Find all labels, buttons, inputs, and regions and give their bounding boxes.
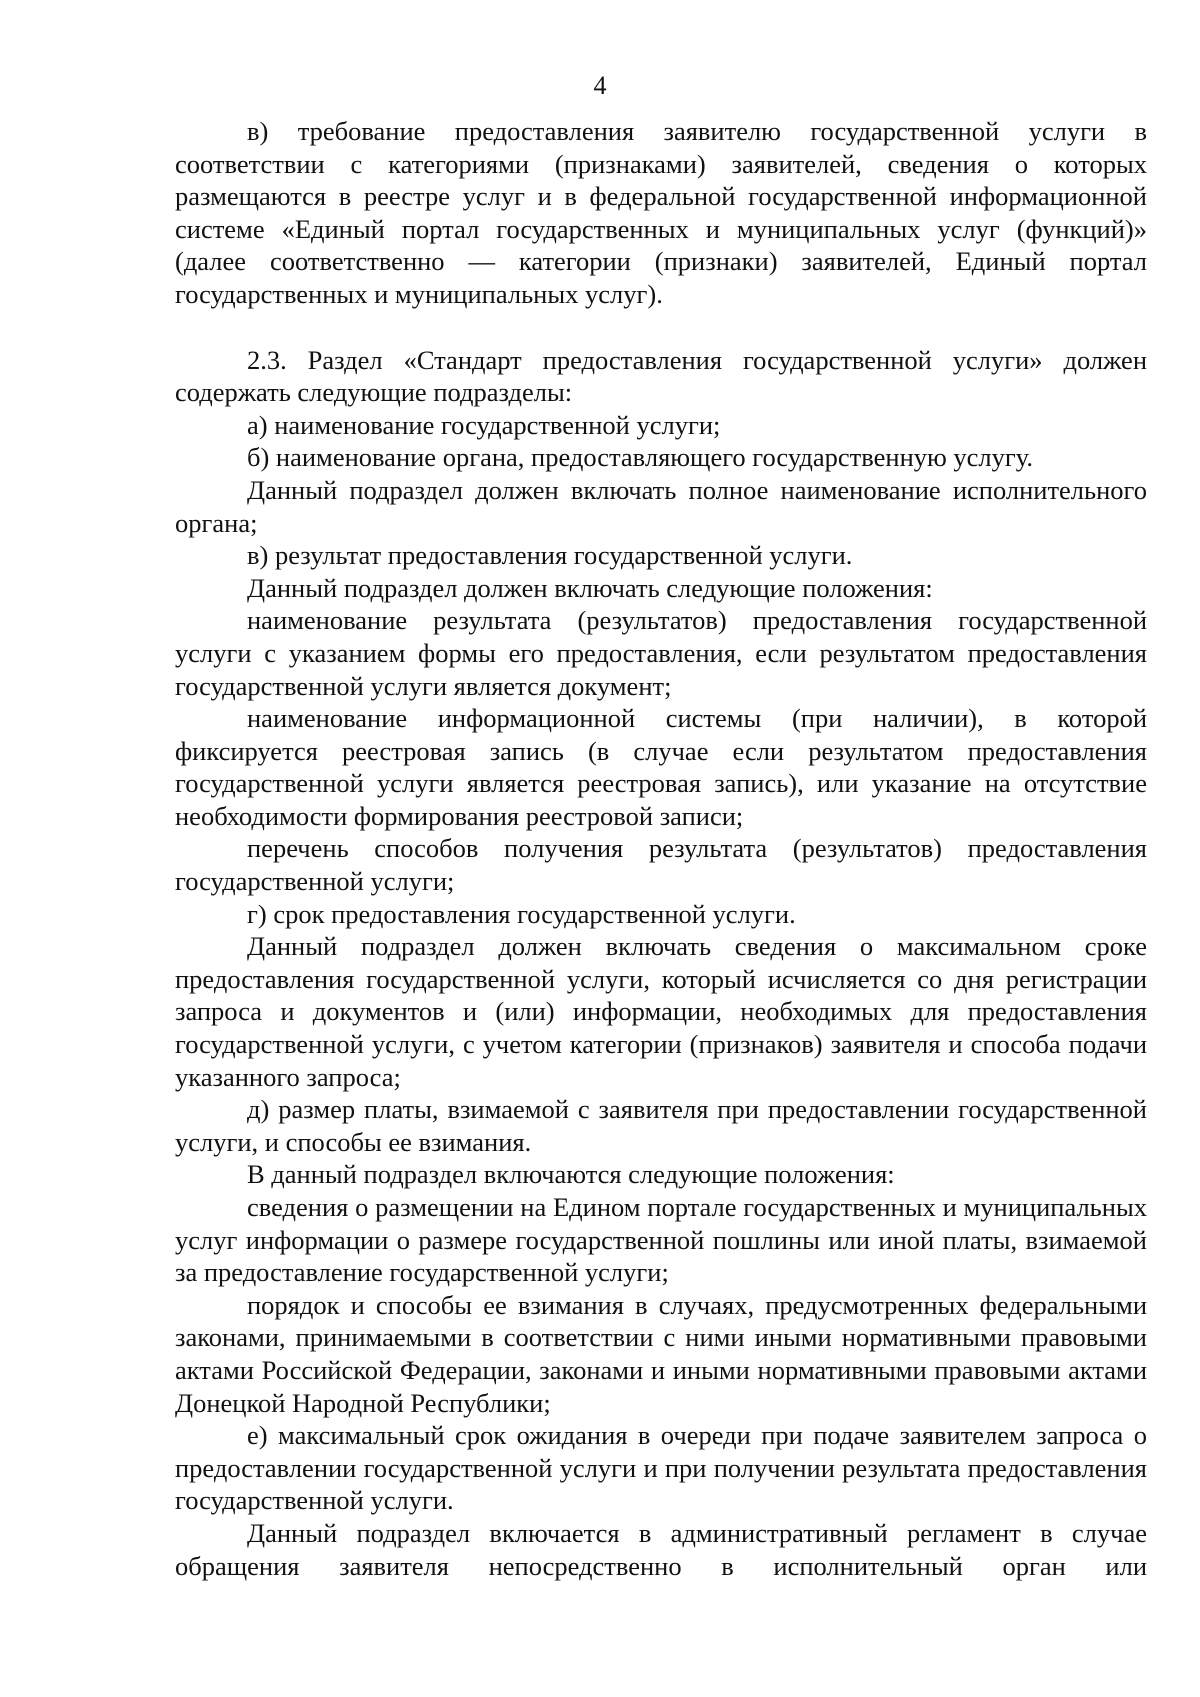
paragraph-fee-info: сведения о размещении на Едином портале государственных и муниципальных услуг информации о размере государственной пошлины или иной платы, взимаемой за предоставление государственной услуги; [175,1192,1147,1288]
paragraph-authority-details: Данный подраздел должен включать полное наименование исполнительного органа; [175,474,1147,538]
paragraph-fee-provisions: В данный подраздел включаются следующие положения: [247,1159,895,1190]
paragraph-d-fee: д) размер платы, взимаемой с заявителя при предоставлении государственной услуги, и способы ее взимания. [175,1094,1147,1157]
paragraph-g-term: г) срок предоставления государственной услуги. [247,898,796,929]
paragraph-result-methods: перечень способов получения результата (результатов) предоставления государственной услуги; [175,833,1147,897]
paragraph-info-system: наименование информационной системы (при наличии), в которой фиксируется реестровая запись (в случае если результатом предоставления государственной услуги является реестровая запись), или указание на отсутствие необходимости формирования реестровой записи; [175,703,1147,831]
document-body [175,115,1147,1582]
paragraph-result-provisions: Данный подраздел должен включать следующие положения: [247,572,933,603]
paragraph-v-requirement: в) требование предоставления заявителю государственной услуги в соответствии с категориями (признаками) заявителей, сведения о которых размещаются в реестре услуг и в федеральной государственной информационной системе «Единый портал государственных и муниципальных услуг (функций)» (далее соответственно — категории (признаки) заявителей, Единый портал государственных и муниципальных услуг). [175,116,1147,309]
paragraph-v-result: в) результат предоставления государственной услуги. [247,540,853,571]
paragraph-section-2-3: 2.3. Раздел «Стандарт предоставления государственной услуги» должен содержать следующие подразделы: [175,344,1147,408]
paragraph-queue-details: Данный подраздел включается в административный регламент в случае обращения заявителя непосредственно в исполнительный орган или [175,1517,1147,1581]
paragraph-e-queue-time: е) максимальный срок ожидания в очереди при подаче заявителем запроса о предоставлении государственной услуги и при получении результата предоставления государственной услуги. [175,1420,1147,1516]
paragraph-b-authority-name: б) наименование органа, предоставляющего государственную услугу. [247,442,1033,473]
paragraph-result-name: наименование результата (результатов) предоставления государственной услуги с указанием формы его предоставления, если результатом предоставления государственной услуги является документ; [175,605,1147,701]
paragraph-fee-collection: порядок и способы ее взимания в случаях, предусмотренных федеральными законами, принимаемыми в соответствии с ними иными нормативными правовыми актами Российской Федерации, законами и иными нормативными правовыми актами Донецкой Народной Республики; [175,1289,1147,1418]
paragraph-term-details: Данный подраздел должен включать сведения о максимальном сроке предоставления государственной услуги, который исчисляется со дня регистрации запроса и документов и (или) информации, необходимых для предоставления государственной услуги, с учетом категории (признаков) заявителя и способа подачи указанного запроса; [175,931,1147,1092]
paragraph-a-service-name: а) наименование государственной услуги; [247,409,721,440]
page-number: 4 [593,71,607,100]
